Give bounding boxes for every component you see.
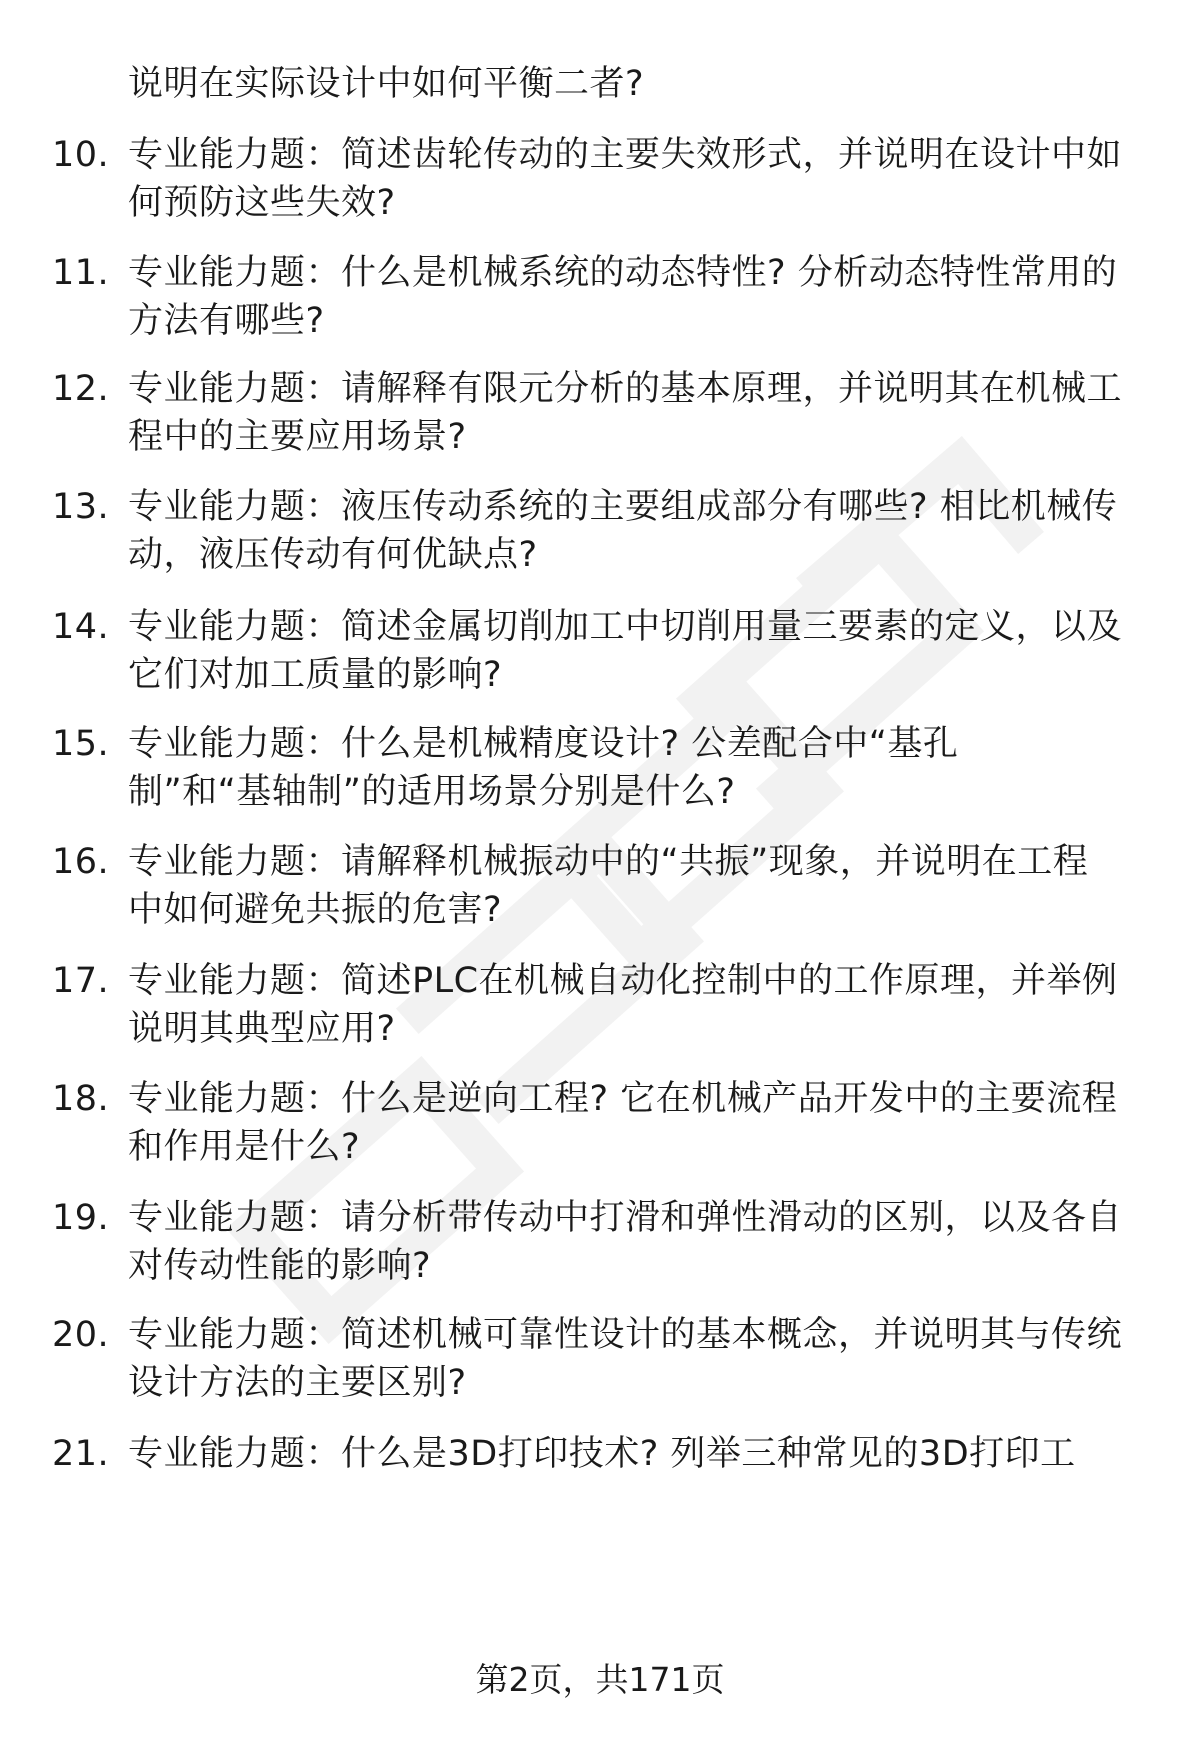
- question-number: 10.: [52, 135, 110, 175]
- question-number: 13.: [52, 487, 110, 527]
- question-number: 16.: [52, 842, 110, 882]
- question-text: 专业能力题：简述PLC在机械自动化控制中的工作原理，并举例 说明其典型应用?: [128, 961, 1118, 1049]
- question-number: 20.: [52, 1315, 110, 1355]
- question-number: 12.: [52, 369, 110, 409]
- question-text: 专业能力题：什么是机械精度设计? 公差配合中“基孔 制”和“基轴制”的适用场景分别是什么?: [128, 724, 959, 812]
- question-number: 18.: [52, 1079, 110, 1119]
- question-text: 专业能力题：什么是逆向工程? 它在机械产品开发中的主要流程 和作用是什么?: [128, 1079, 1118, 1167]
- question-number: 15.: [52, 724, 110, 764]
- question-text: 专业能力题：请解释机械振动中的“共振”现象，并说明在工程 中如何避免共振的危害?: [128, 842, 1089, 930]
- question-number: 14.: [52, 607, 110, 647]
- question-text: 专业能力题：请解释有限元分析的基本原理，并说明其在机械工 程中的主要应用场景?: [128, 369, 1123, 457]
- question-text: 专业能力题：液压传动系统的主要组成部分有哪些? 相比机械传 动，液压传动有何优缺点?: [128, 487, 1118, 575]
- question-number: 19.: [52, 1198, 110, 1238]
- continuation-text: 说明在实际设计中如何平衡二者?: [128, 64, 645, 104]
- question-text: 专业能力题：简述齿轮传动的主要失效形式，并说明在设计中如 何预防这些失效?: [128, 135, 1123, 223]
- question-number: 21.: [52, 1434, 110, 1474]
- question-number: 17.: [52, 961, 110, 1001]
- question-text: 专业能力题：简述金属切削加工中切削用量三要素的定义，以及 它们对加工质量的影响?: [128, 607, 1123, 695]
- question-text: 专业能力题：简述机械可靠性设计的基本概念，并说明其与传统 设计方法的主要区别?: [128, 1315, 1123, 1403]
- question-text: 专业能力题：请分析带传动中打滑和弹性滑动的区别，以及各自 对传动性能的影响?: [128, 1198, 1123, 1286]
- question-number: 11.: [52, 253, 110, 293]
- question-text: 专业能力题：什么是3D打印技术? 列举三种常见的3D打印工: [128, 1434, 1076, 1474]
- page-footer: 第2页，共171页: [475, 1660, 725, 1699]
- question-text: 专业能力题：什么是机械系统的动态特性? 分析动态特性常用的 方法有哪些?: [128, 253, 1118, 341]
